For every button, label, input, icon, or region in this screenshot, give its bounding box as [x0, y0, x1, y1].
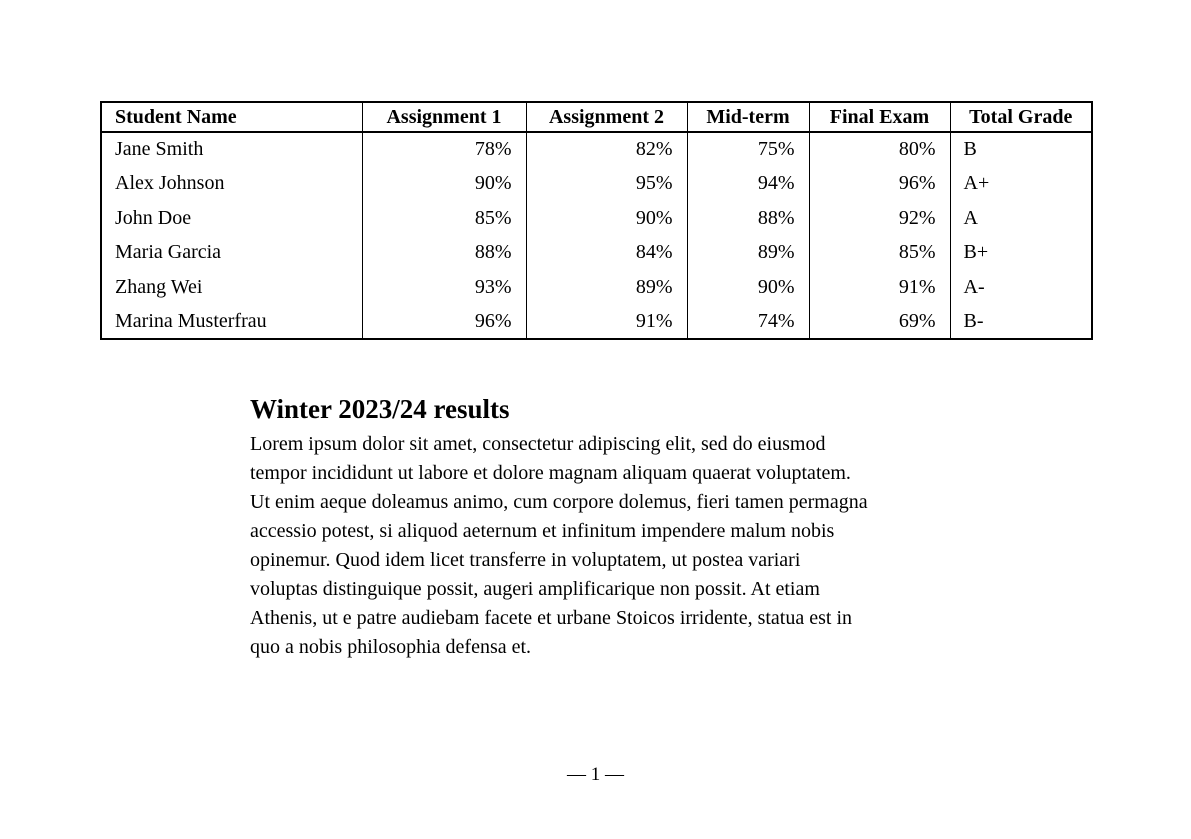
section-heading: Winter 2023/24 results [250, 394, 510, 424]
assignment1-cell: 78% [362, 132, 526, 167]
paragraph-line: quo a nobis philosophia defensa et. [250, 636, 532, 658]
total-grade-cell: B- [950, 305, 1092, 340]
header-cell-student-name: Student Name [101, 102, 362, 132]
student-name-cell: John Doe [115, 206, 192, 229]
total-grade-cell: A- [950, 270, 1092, 305]
paragraph-line: voluptas distinguique possit, augeri amplificarique non possit. At etiam [250, 578, 820, 600]
total-grade-cell: A [950, 201, 1092, 236]
midterm-cell: 75% [687, 132, 809, 167]
header-cell-mid-term: Mid-term [687, 102, 809, 132]
final-exam-cell: 85% [809, 236, 950, 271]
paragraph-line: Ut enim aeque doleamus animo, cum corpore dolemus, fieri tamen permagna [250, 491, 868, 513]
total-grade-cell: B+ [950, 236, 1092, 271]
assignment2-cell: 90% [526, 201, 687, 236]
assignment2-cell: 91% [526, 305, 687, 340]
table-row [101, 236, 1092, 271]
paragraph-line: accessio potest, si aliquod aeternum et infinitum impendere malum nobis [250, 520, 835, 542]
table-header-row [101, 102, 1092, 132]
midterm-cell: 89% [687, 236, 809, 271]
paragraph [250, 430, 960, 662]
student-name-cell: Maria Garcia [115, 241, 222, 264]
paragraph-line: opinemur. Quod idem licet transferre in voluptatem, ut postea variari [250, 549, 801, 571]
header-cell-final-exam: Final Exam [809, 102, 950, 132]
student-name-cell: Marina Musterfrau [115, 309, 267, 332]
final-exam-cell: 80% [809, 132, 950, 167]
student-name-cell: Zhang Wei [115, 275, 203, 298]
header-cell-assignment-1: Assignment 1 [362, 102, 526, 132]
student-name-cell: Jane Smith [115, 138, 204, 161]
header-cell-assignment-2: Assignment 2 [526, 102, 687, 132]
midterm-cell: 90% [687, 270, 809, 305]
student-name-cell: Alex Johnson [115, 172, 225, 195]
assignment1-cell: 93% [362, 270, 526, 305]
table-row [101, 305, 1092, 340]
final-exam-cell: 96% [809, 167, 950, 202]
assignment2-cell: 89% [526, 270, 687, 305]
table-row [101, 270, 1092, 305]
paragraph-line: tempor incididunt ut labore et dolore magnam aliquam quaerat voluptatem. [250, 462, 851, 484]
grades-table [100, 101, 1093, 340]
table-row [101, 167, 1092, 202]
paragraph-line: Athenis, ut e patre audiebam facete et urbane Stoicos irridente, statua est in [250, 607, 853, 629]
final-exam-cell: 91% [809, 270, 950, 305]
total-grade-cell: B [950, 132, 1092, 167]
midterm-cell: 94% [687, 167, 809, 202]
assignment1-cell: 88% [362, 236, 526, 271]
final-exam-cell: 92% [809, 201, 950, 236]
assignment2-cell: 84% [526, 236, 687, 271]
assignment1-cell: 96% [362, 305, 526, 340]
midterm-cell: 88% [687, 201, 809, 236]
midterm-cell: 74% [687, 305, 809, 340]
final-exam-cell: 69% [809, 305, 950, 340]
page-number: — 1 — [567, 764, 624, 785]
table-row [101, 201, 1092, 236]
assignment2-cell: 82% [526, 132, 687, 167]
paragraph-line: Lorem ipsum dolor sit amet, consectetur adipiscing elit, sed do eiusmod [250, 433, 826, 455]
assignment2-cell: 95% [526, 167, 687, 202]
header-cell-total-grade: Total Grade [950, 102, 1092, 132]
assignment1-cell: 85% [362, 201, 526, 236]
table-row [101, 132, 1092, 167]
total-grade-cell: A+ [950, 167, 1092, 202]
assignment1-cell: 90% [362, 167, 526, 202]
